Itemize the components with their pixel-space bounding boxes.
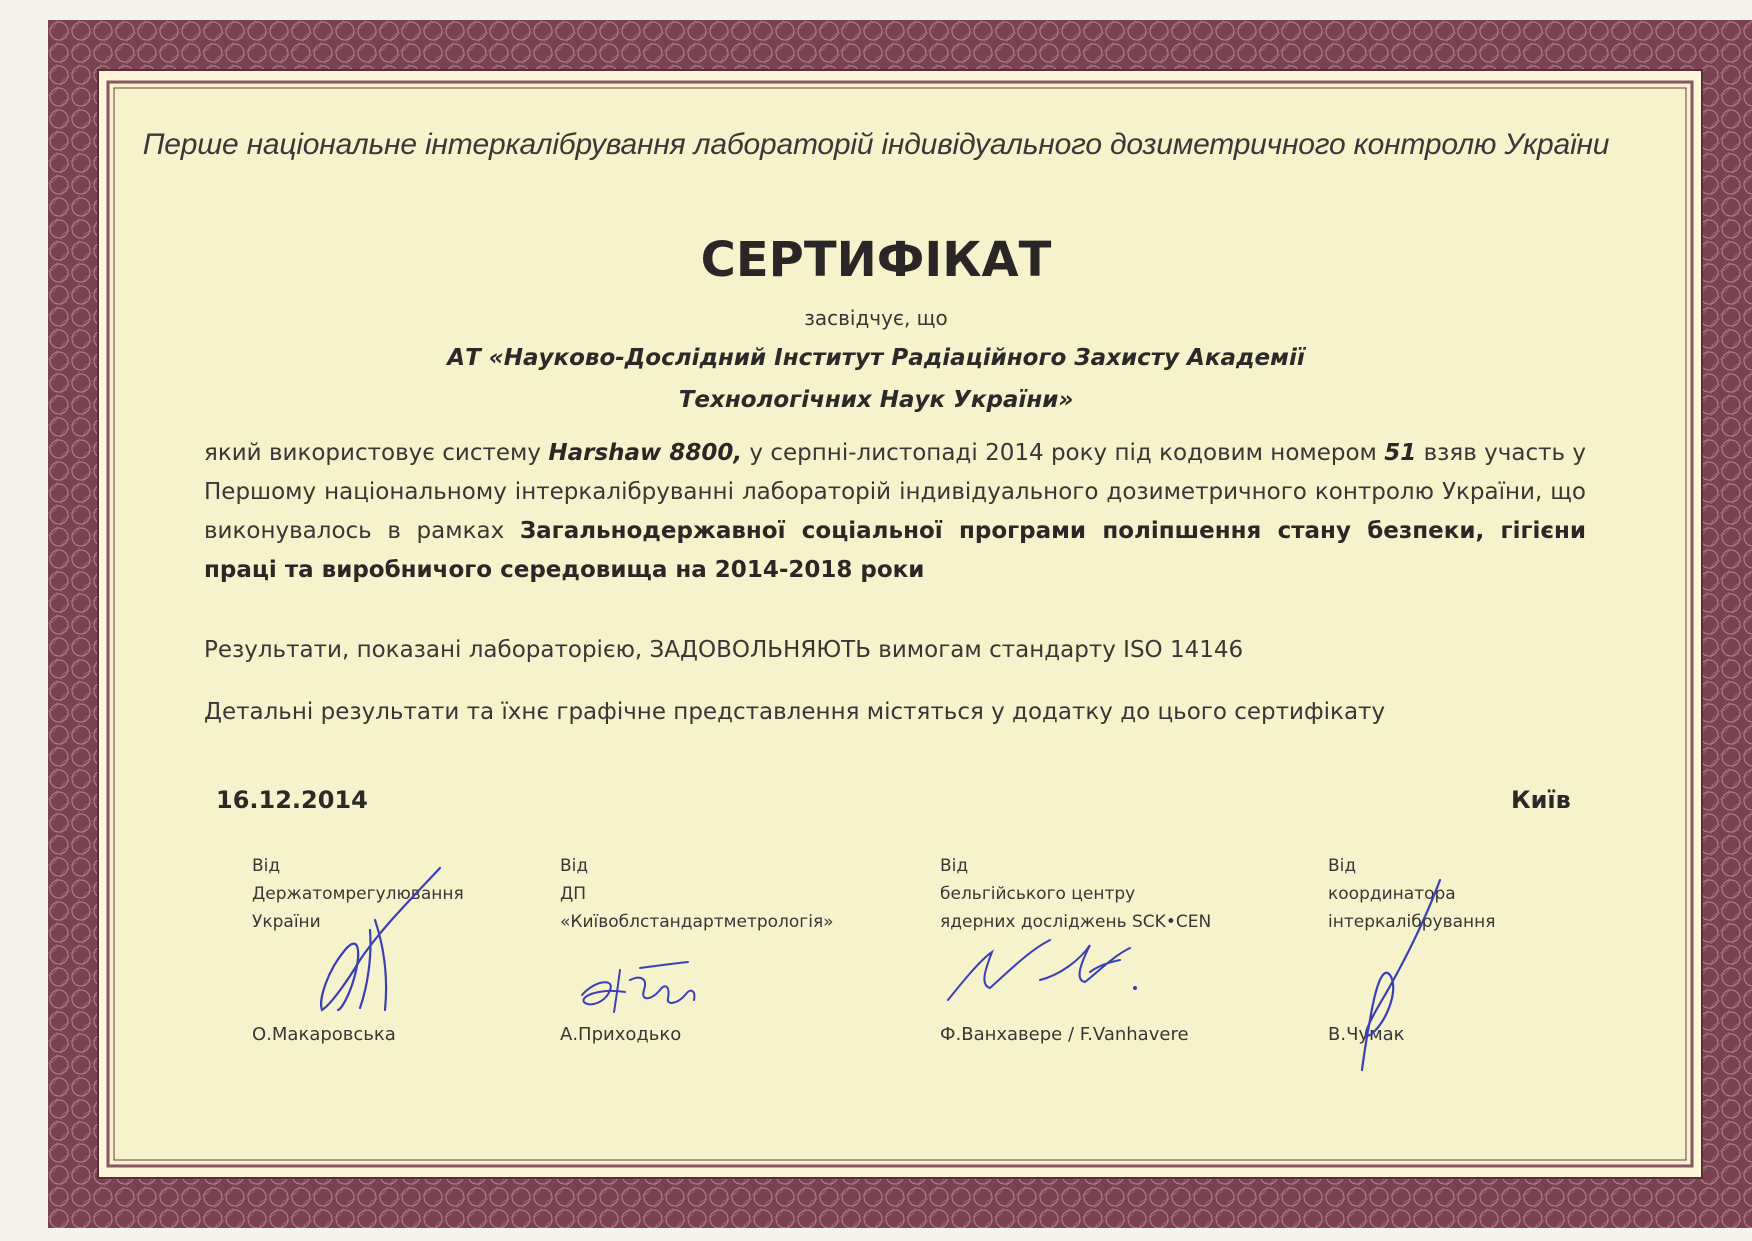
signature-2	[570, 950, 710, 1020]
certificate-title: СЕРТИФІКАТ	[700, 232, 1052, 288]
signatory-1-line: Від	[252, 856, 281, 876]
code-number: 51	[1384, 440, 1417, 466]
certificate-sheet	[48, 20, 1752, 1228]
signatory-4-line: координатора	[1328, 884, 1456, 904]
signature-4	[1330, 870, 1470, 1080]
details-paragraph: Детальні результати та їхнє графічне представлення містяться у додатку до цього сертифікату	[204, 699, 1386, 725]
decorative-border	[48, 20, 1752, 1228]
main-text-1: який використовує систему	[204, 440, 549, 466]
signatory-3-name: Ф.Ванхавере / F.Vanhavere	[940, 1024, 1189, 1045]
system-name: Harshaw 8800,	[548, 440, 743, 466]
organization-line-2: Технологічних Наук України»	[678, 387, 1074, 413]
results-paragraph: Результати, показані лабораторією, ЗАДОВОЛЬНЯЮТЬ вимогам стандарту ISO 14146	[204, 637, 1244, 663]
signatory-4-name: В.Чумак	[1328, 1024, 1405, 1045]
main-paragraph	[204, 434, 1586, 590]
header-line: Перше національне інтеркалібрування лабораторій індивідуального дозиметричного контролю України	[142, 128, 1610, 161]
signatory-2-line: ДП	[560, 884, 587, 904]
signatory-3-affiliation	[940, 852, 1211, 936]
program-name: Загальнодержавної соціальної програми поліпшення стану безпеки, гігієни праці та виробничого середовища на 2014-2018 роки	[204, 518, 1586, 583]
organization-line-1: АТ «Науково-Дослідний Інститут Радіаційного Захисту Академії	[447, 345, 1305, 371]
issue-date: 16.12.2014	[216, 786, 368, 814]
main-text-2: у серпні-листопаді 2014 року під кодовим номером	[742, 440, 1385, 466]
signatory-3-line: Від	[940, 856, 969, 876]
signatory-1-line: Держатомрегулювання	[252, 884, 464, 904]
main-text-3: взяв участь у Першому національному інтеркалібруванні лабораторій індивідуального дозиметричного контролю України, що виконувалось в рамках	[204, 440, 1586, 544]
signature-3	[940, 930, 1140, 1010]
signatory-4-line: Від	[1328, 856, 1357, 876]
signature-1	[300, 860, 470, 1020]
signatory-2-line: «Київоблстандартметрологія»	[560, 912, 834, 932]
signatory-4-line: інтеркалібрування	[1328, 912, 1496, 932]
signatory-1-name: О.Макаровська	[252, 1024, 396, 1045]
signatory-3-line: бельгійського центру	[940, 884, 1136, 904]
certifies-line: засвідчує, що	[804, 306, 948, 330]
signatory-2-name: А.Приходько	[560, 1024, 682, 1045]
issue-city: Київ	[1511, 786, 1571, 814]
signatory-2-line: Від	[560, 856, 589, 876]
signatory-1-line: України	[252, 912, 321, 932]
signatory-3-line: ядерних досліджень SCK•CEN	[940, 912, 1212, 932]
signatory-2-affiliation	[560, 852, 834, 936]
